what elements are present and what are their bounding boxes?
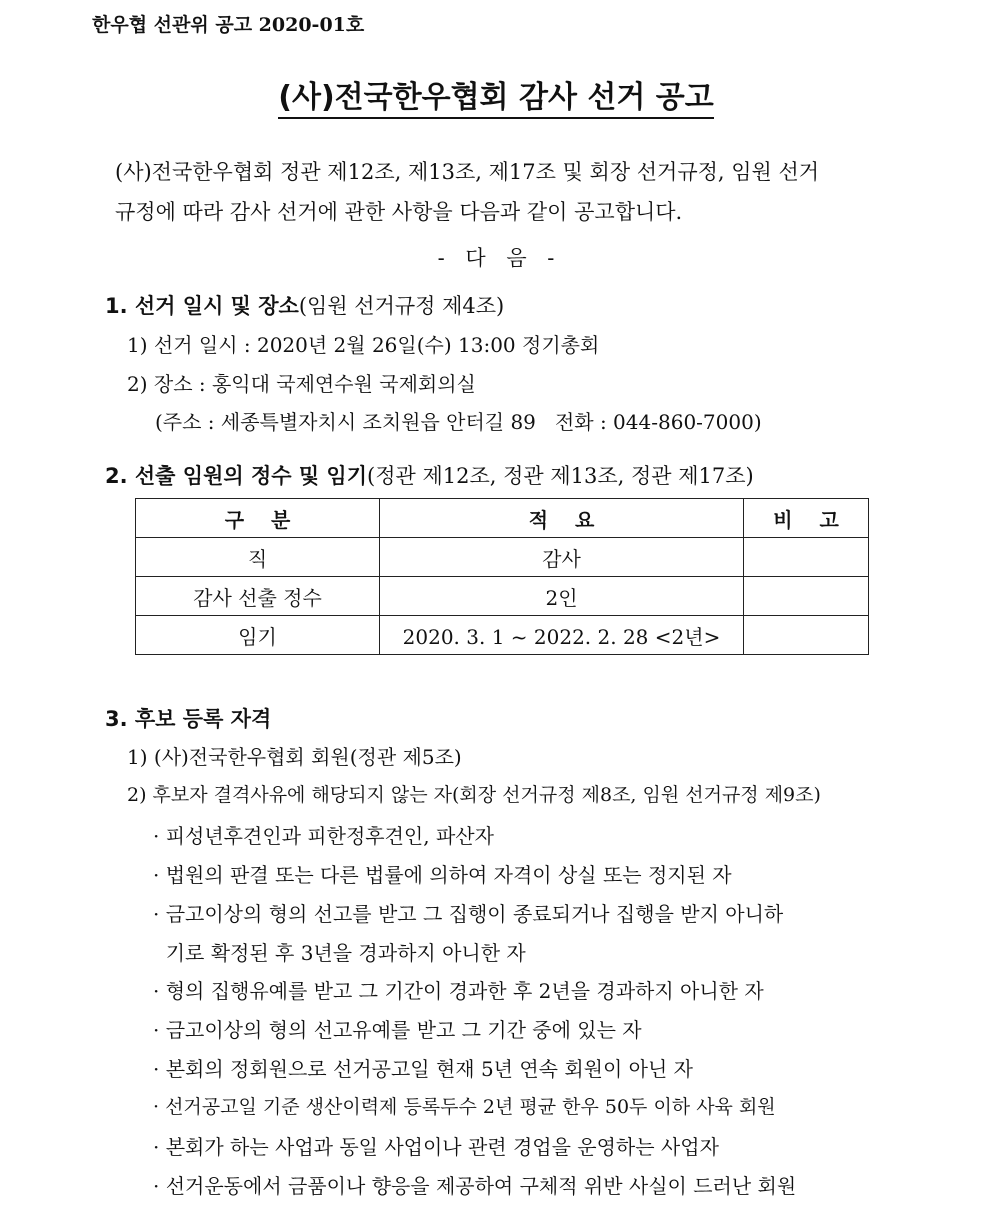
section-divider-label: - 다 음 - (437, 246, 555, 270)
intro-line-2: 규정에 따라 감사 선거에 관한 사항을 다음과 같이 공고합니다. (115, 200, 683, 224)
section-3-heading-bold: 3. 후보 등록 자격 (105, 707, 272, 731)
list-item: · 법원의 판결 또는 다른 법률에 의하여 자격이 상실 또는 정지된 자 (153, 863, 732, 887)
section-3-item-1: 1) (사)전국한우협회 회원(정관 제5조) (127, 745, 462, 769)
table-row (136, 616, 869, 655)
table-header-remarks: 비 고 (744, 499, 869, 538)
table-cell: 2인 (380, 577, 744, 616)
table-header-summary: 적 요 (380, 499, 744, 538)
section-1-item-2-address: (주소 : 세종특별자치시 조치원읍 안터길 89 전화 : 044-860-7000) (155, 410, 762, 434)
list-item: · 피성년후견인과 피한정후견인, 파산자 (153, 824, 494, 848)
table-cell: 2020. 3. 1 ~ 2022. 2. 28 <2년> (380, 616, 744, 655)
list-item: · 금고이상의 형의 선고를 받고 그 집행이 종료되거나 집행을 받지 아니하 (153, 902, 784, 926)
section-3-heading (105, 703, 271, 733)
section-1-item-2: 2) 장소 : 홍익대 국제연수원 국제회의실 (127, 372, 476, 396)
table-cell: 감사 (380, 538, 744, 577)
list-item: · 선거공고일 기준 생산이력제 등록두수 2년 평균 한우 50두 이하 사육 회원 (153, 1096, 776, 1118)
section-1-heading (105, 290, 504, 320)
page-title (0, 72, 992, 116)
section-1-heading-rest: (임원 선거규정 제4조) (298, 294, 505, 318)
table-cell: 직 (136, 538, 380, 577)
list-item: · 본회의 정회원으로 선거공고일 현재 5년 연속 회원이 아닌 자 (153, 1057, 693, 1081)
list-item: 기로 확정된 후 3년을 경과하지 아니한 자 (153, 941, 526, 965)
table-row (136, 538, 869, 577)
table-header-category: 구 분 (136, 499, 380, 538)
notice-number: 한우협 선관위 공고 2020-01호 (92, 14, 365, 36)
table-row (136, 577, 869, 616)
terms-table (135, 498, 869, 655)
table-cell (744, 577, 869, 616)
section-2-heading (105, 460, 754, 490)
intro-line-1: (사)전국한우협회 정관 제12조, 제13조, 제17조 및 회장 선거규정, 임원 선거 (115, 160, 820, 184)
table-header-row (136, 499, 869, 538)
section-3-item-2: 2) 후보자 결격사유에 해당되지 않는 자(회장 선거규정 제8조, 임원 선거규정 제9조) (127, 784, 821, 806)
table-cell (744, 538, 869, 577)
table-cell: 임기 (136, 616, 380, 655)
list-item: · 본회가 하는 사업과 동일 사업이나 관련 경업을 운영하는 사업자 (153, 1135, 719, 1159)
list-item: · 선거운동에서 금품이나 향응을 제공하여 구체적 위반 사실이 드러난 회원 (153, 1174, 797, 1198)
section-2-heading-rest: (정관 제12조, 정관 제13조, 정관 제17조) (367, 464, 754, 488)
section-1-heading-bold: 1. 선거 일시 및 장소 (105, 294, 299, 318)
table-cell: 감사 선출 정수 (136, 577, 380, 616)
table-cell (744, 616, 869, 655)
section-1-item-1: 1) 선거 일시 : 2020년 2월 26일(수) 13:00 정기총회 (127, 333, 600, 357)
title-text: (사)전국한우협회 감사 선거 공고 (278, 80, 714, 119)
section-2-heading-bold: 2. 선출 임원의 정수 및 임기 (105, 464, 368, 488)
list-item: · 금고이상의 형의 선고유예를 받고 그 기간 중에 있는 자 (153, 1018, 642, 1042)
list-item: · 형의 집행유예를 받고 그 기간이 경과한 후 2년을 경과하지 아니한 자 (153, 979, 764, 1003)
